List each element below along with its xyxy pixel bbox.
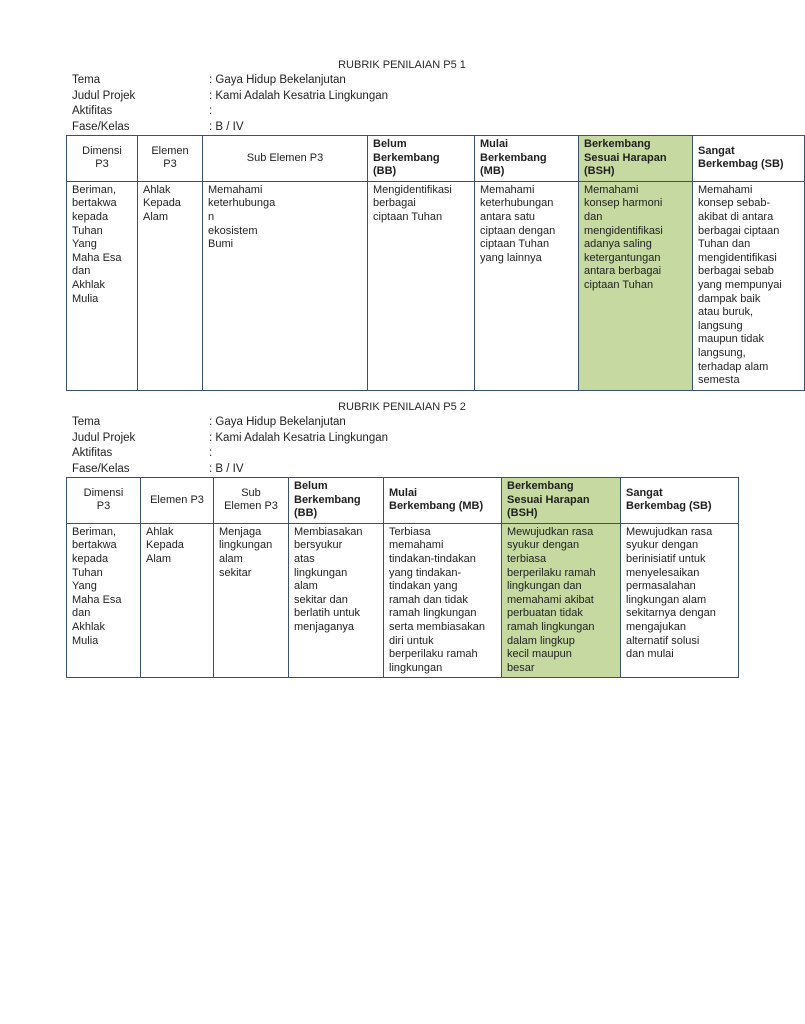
- header-dimensi: Dimensi P3: [67, 136, 138, 182]
- header-sb: Sangat Berkembag (SB): [693, 136, 805, 182]
- cell-elemen: Ahlak Kepada Alam: [138, 181, 203, 390]
- rubric-title: RUBRIK PENILAIAN P5 2: [338, 401, 466, 413]
- meta-value: : Kami Adalah Kesatria Lingkungan: [209, 431, 389, 444]
- meta-label: Fase/Kelas: [72, 120, 130, 133]
- meta-row-aktifitas: [66, 446, 738, 462]
- table-header-row: [67, 478, 739, 524]
- meta-row-judul-projek: [66, 89, 738, 105]
- header-mb: Mulai Berkembang (MB): [384, 478, 502, 524]
- meta-row-tema: [66, 415, 738, 431]
- header-bb: Belum Berkembang (BB): [368, 136, 475, 182]
- meta-label: Aktifitas: [72, 447, 113, 459]
- cell-bsh: Mewujudkan rasa syukur dengan terbiasa berperilaku ramah lingkungan dan memahami akibat perbuatan tidak ramah lingkungan dalam lingkup kecil maupun besar: [502, 523, 621, 678]
- meta-label: Fase/Kelas: [72, 462, 130, 475]
- cell-sub-elemen: Menjaga lingkungan alam sekitar: [214, 523, 289, 678]
- header-dimensi: Dimensi P3: [67, 478, 141, 524]
- meta-value: : Kami Adalah Kesatria Lingkungan: [209, 89, 389, 102]
- cell-bb: Mengidentifikasi berbagai ciptaan Tuhan: [368, 181, 475, 390]
- table-header-row: [67, 136, 805, 182]
- cell-bb: Membiasakan bersyukur atas lingkungan alam sekitar dan berlatih untuk menjaganya: [289, 523, 384, 678]
- header-sb: Sangat Berkembag (SB): [621, 478, 739, 524]
- cell-sub-elemen: Memahami keterhubunga n ekosistem Bumi: [203, 181, 368, 390]
- meta-label: Tema: [72, 416, 101, 428]
- meta-row-fase-kelas: [66, 120, 738, 136]
- cell-bsh: Memahami konsep harmoni dan mengidentifikasi adanya saling ketergantungan antara berbagai ciptaan Tuhan: [579, 181, 693, 390]
- meta-row-tema: [66, 73, 738, 89]
- meta-row-judul-projek: [66, 431, 738, 447]
- header-elemen: Elemen P3: [141, 478, 214, 524]
- meta-value: : Gaya Hidup Bekelanjutan: [209, 74, 346, 86]
- rubric-title: RUBRIK PENILAIAN P5 1: [338, 59, 466, 71]
- header-mb: Mulai Berkembang (MB): [475, 136, 579, 182]
- table-row: [67, 181, 805, 390]
- cell-mb: Terbiasa memahami tindakan-tindakan yang tindakan- tindakan yang ramah dan tidak ramah lingkungan serta membiasakan diri untuk berperilaku ramah lingkungan: [384, 523, 502, 678]
- header-bb: Belum Berkembang (BB): [289, 478, 384, 524]
- meta-value: :: [209, 105, 213, 117]
- meta-label: Judul Projek: [72, 89, 136, 102]
- cell-sb: Memahami konsep sebab- akibat di antara berbagai ciptaan Tuhan dan mengidentifikasi berbagai sebab yang mempunyai dampak baik atau buruk, langsung maupun tidak langsung, terhadap alam semesta: [693, 181, 805, 390]
- meta-value: : B / IV: [209, 462, 244, 475]
- cell-dimensi: Beriman, bertakwa kepada Tuhan Yang Maha Esa dan Akhlak Mulia: [67, 181, 138, 390]
- meta-label: Judul Projek: [72, 431, 136, 444]
- header-bsh: Berkembang Sesuai Harapan (BSH): [579, 136, 693, 182]
- meta-row-fase-kelas: [66, 462, 738, 478]
- meta-value: : Gaya Hidup Bekelanjutan: [209, 416, 346, 428]
- meta-value: :: [209, 447, 213, 459]
- cell-dimensi: Beriman, bertakwa kepada Tuhan Yang Maha Esa dan Akhlak Mulia: [67, 523, 141, 678]
- header-sub-elemen: Sub Elemen P3: [203, 136, 368, 182]
- cell-sb: Mewujudkan rasa syukur dengan berinisiatif untuk menyelesaikan permasalahan lingkungan alam sekitarnya dengan mengajukan alternatif solusi dan mulai: [621, 523, 739, 678]
- meta-label: Tema: [72, 74, 101, 86]
- meta-row-aktifitas: [66, 104, 738, 120]
- rubric-table: [66, 477, 739, 678]
- cell-elemen: Ahlak Kepada Alam: [141, 523, 214, 678]
- meta-label: Aktifitas: [72, 105, 113, 117]
- rubric-table: [66, 135, 805, 391]
- header-sub-elemen: Sub Elemen P3: [214, 478, 289, 524]
- rubric-section-1: [66, 57, 784, 391]
- cell-mb: Memahami keterhubungan antara satu ciptaan dengan ciptaan Tuhan yang lainnya: [475, 181, 579, 390]
- header-elemen: Elemen P3: [138, 136, 203, 182]
- meta-value: : B / IV: [209, 120, 244, 133]
- table-row: [67, 523, 739, 678]
- rubric-section-2: [66, 399, 738, 678]
- header-bsh: Berkembang Sesuai Harapan (BSH): [502, 478, 621, 524]
